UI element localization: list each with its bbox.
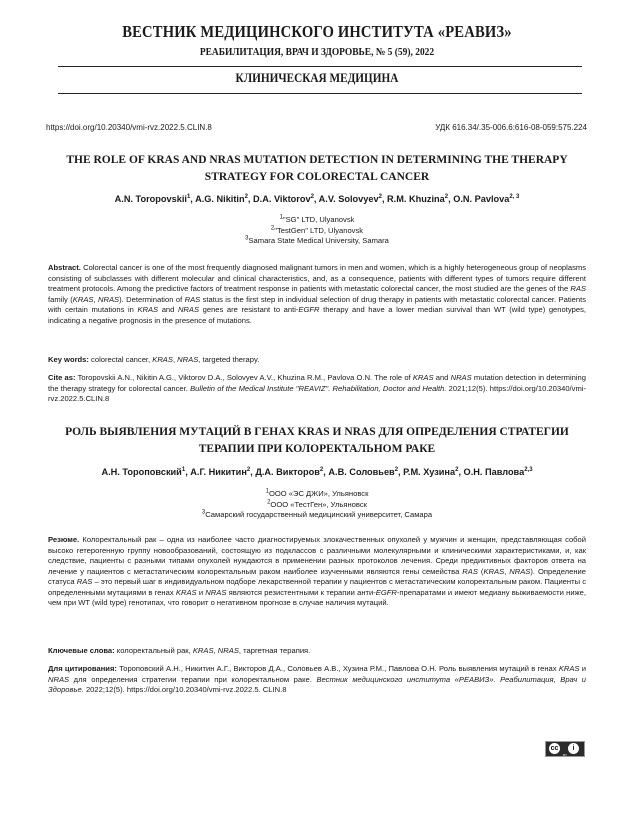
- authors-ru: А.Н. Тороповский$^1$, А.Г. Никитин$^2$, Д.А. Викторов$^2$, А.В. Соловьев$^2$, Р.М. Хузина$^2$, О.Н. Павлова$^{2,3}$: [101, 466, 533, 477]
- citation-ru: Для цитирования: Тороповский А.Н., Никитин А.Г., Викторов Д.А., Соловьев А.В., Хузина Р.М., Павлова О.Н. Роль выявления мутаций в генах KRAS и NRAS для определения стратегии терапии при колоректальном раке. Вестник медицинского института «РЕАВИЗ». Реабилитация, Врач и Здоровье. 2022;12(5). https://doi.org/10.20340/vmi-rvz.2022.5. CLIN.8: [48, 664, 586, 694]
- author-sup: 2, 3: [509, 193, 520, 200]
- section-divider: [58, 93, 582, 94]
- author-sup: 2: [455, 466, 459, 473]
- abstract-text: Colorectal cancer is one of the most frequently diagnosed malignant tumors in men and women, which is a highly heterogeneous group of neoplasms consisting of subclasses with different molecular and clinical characteristics, and, as a consequence, patients with different types of tumors require different treatment protocols. Among the predictive factors of treatment response in patients with metastatic colorectal cancer, the most studied are the genes of the: [48, 263, 586, 293]
- author-name: А.Н. Тороповский: [101, 467, 182, 477]
- abstract-en: Abstract. Colorectal cancer is one of the most frequently diagnosed malignant tumors in men and women, which is a highly heterogeneous group of neoplasms consisting of subclasses with different molecular and clinical characteristics, and, as a consequence, patients with different types of tumors require different treatment protocols. Among the predictive factors of treatment response in patients with metastatic colorectal cancer, the most studied are the genes of the RAS family (KRAS, NRAS). Determination of RAS status is the first step in individual selection of drug therapy in patients with metastatic colorectal cancer. Patients with certain mutations in KRAS and NRAS genes are resistant to anti-EGFR therapy and have a lower median survival than WT (wild type) genotypes, indicating a negative prognosis in the presence of mutations.: [48, 263, 586, 325]
- abstract-ru: Резюме. Колоректальный рак – одна из наиболее часто диагностируемых злокачественных опухолей у мужчин и женщин, представляющая собой высоко гетерогенную группу новообразований, состоящую из подклассов с различными молекулярными и клиническими характеристиками, и, как следствие, пациенты с разными типами опухолей нуждаются в применении разных протоколов лечения. Среди предиктивных факторов ответа на лечение у пациентов с метастатическим колоректальным раком наиболее изученными являются гены семейства RAS (KRAS, NRAS). Определение статуса RAS – это первый шаг в индивидуальном подборе лекарственной терапии у пациентов с метастатическим колоректальным раком. Пациенты с определенными мутациями в генах KRAS и NRAS являются резистентными к терапии анти-EGFR-препаратами и имеют медиану выживаемости ниже, чем при WT (wild type) генотипах, что говорит о негативном прогнозе в случае наличия мутаций.: [48, 535, 586, 607]
- abstract-label: Abstract.: [48, 263, 81, 272]
- author-name: A.N. Toropovskii: [114, 194, 187, 204]
- keywords-ru: Ключевые слова: колоректальный рак, KRAS, NRAS, таргетная терапия.: [48, 646, 311, 655]
- affiliations-ru: [0, 489, 634, 521]
- cc-icon: cc: [550, 745, 559, 752]
- affiliation: ООО «ЭС ДЖИ», Ульяновск: [268, 489, 369, 498]
- authors-en: A.N. Toropovskii$^1$, A.G. Nikitin$^2$, D.A. Viktorov$^2$, A.V. Solovyev$^2$, R.M. Khuzina$^2$, O.N. Pavlova$^{2, 3}$: [114, 193, 520, 204]
- affiliation: "TestGen" LTD, Ulyanovsk: [274, 225, 364, 235]
- journal-title: ВЕСТНИК МЕДИЦИНСКОГО ИНСТИТУТА «РЕАВИЗ»: [122, 22, 512, 41]
- section-heading: КЛИНИЧЕСКАЯ МЕДИЦИНА: [235, 71, 399, 85]
- abstract-label: Резюме.: [48, 535, 80, 544]
- article-title-ru: РОЛЬ ВЫЯВЛЕНИЯ МУТАЦИЙ В ГЕНАХ KRAS И NRAS ДЛЯ ОПРЕДЕЛЕНИЯ СТРАТЕГИИ ТЕРАПИИ ПРИ КОЛОРЕКТАЛЬНОМ РАКЕ: [65, 426, 569, 455]
- author-name: A.G. Nikitin: [195, 194, 245, 204]
- affil-sup: 2: [270, 224, 275, 231]
- author-sup: 2: [394, 466, 399, 473]
- journal-issue: РЕАБИЛИТАЦИЯ, ВРАЧ И ЗДОРОВЬЕ, № 5 (59), 2022: [199, 47, 435, 58]
- author-name: Д.А. Викторов: [255, 467, 320, 477]
- author-name: O.N. Pavlova: [453, 194, 510, 204]
- attribution-icon: i: [568, 743, 579, 754]
- author-sup: 2: [319, 466, 324, 473]
- author-sup: 2: [310, 193, 314, 200]
- affiliation: Самарский государственный медицинский университет, Самара: [205, 510, 433, 519]
- author-sup: 1: [181, 466, 186, 473]
- affil-sup: 1: [279, 214, 283, 221]
- author-name: О.Н. Павлова: [463, 467, 525, 477]
- author-sup: 1: [186, 193, 191, 200]
- author-name: A.V. Solovyev: [318, 194, 379, 204]
- affiliation: "SG" LTD, Ulyanovsk: [282, 215, 355, 224]
- author-name: D.A. Viktorov: [253, 194, 311, 204]
- author-sup: 2: [244, 193, 248, 200]
- author-name: А.В. Соловьев: [328, 467, 395, 477]
- cite-label: Для цитирования:: [48, 664, 117, 673]
- affil-sup: 1: [265, 488, 269, 495]
- cc-by-license-badge[interactable]: [545, 741, 585, 757]
- author-sup: 2: [246, 466, 251, 473]
- header-divider: [58, 66, 582, 67]
- author-sup: 2,3: [524, 466, 533, 473]
- affil-sup: 3: [201, 509, 206, 516]
- affiliations-en: [0, 215, 634, 247]
- affiliation: Samara State Medical University, Samara: [248, 236, 389, 245]
- keywords-label: Key words:: [48, 355, 89, 364]
- author-name: Р.М. Хузина: [403, 467, 456, 477]
- abstract-text: Колоректальный рак – одна из наиболее часто диагностируемых злокачественных опухолей у мужчин и женщин, представляющая собой высоко гетерогенную группу новообразований, состоящую из подклассов с различными молекулярными и клиническими характеристиками, и, как следствие, пациенты с разными типами опухолей нуждаются в применении разных протоколов лечения. Среди предиктивных факторов ответа на лечение у пациентов с метастатическим колоректальным раком наиболее изученными являются гены семейства: [48, 535, 586, 576]
- affil-sup: 3: [245, 235, 249, 242]
- citation-en: Cite as: Toropovskii A.N., Nikitin A.G., Viktorov D.A., Solovyev A.V., Khuzina R.M., Pavlova O.N. The role of KRAS and NRAS mutation detection in determining the therapy strategy for colorectal cancer. Bulletin of the Medical Institute "REAVIZ". Rehabilitation, Doctor and Health. 2021;12(5). https://doi.org/10.20340/vmi-rvz.2022.5.CLIN.8: [48, 373, 586, 403]
- author-name: R.M. Khuzina: [387, 194, 445, 204]
- affil-sup: 2: [267, 498, 271, 505]
- affiliation: ООО «ТестГен», Ульяновск: [270, 499, 367, 509]
- article-title-en: THE ROLE OF KRAS AND NRAS MUTATION DETECTION IN DETERMINING THE THERAPY STRATEGY FOR COLORECTAL CANCER: [66, 154, 568, 183]
- author-sup: 2: [378, 193, 382, 200]
- license-label: BY: [562, 753, 567, 757]
- udc-code: УДК 616.34/.35-006.6:616-08-059:575.224: [435, 123, 587, 132]
- keywords-en: Key words: colorectal cancer, KRAS, NRAS, targeted therapy.: [48, 355, 260, 364]
- cite-label: Cite as:: [48, 373, 76, 382]
- doi-link[interactable]: https://doi.org/10.20340/vmi-rvz.2022.5.CLIN.8: [46, 123, 212, 132]
- keywords-label: Ключевые слова:: [48, 646, 115, 655]
- author-name: А.Г. Никитин: [190, 467, 247, 477]
- author-sup: 2: [444, 193, 449, 200]
